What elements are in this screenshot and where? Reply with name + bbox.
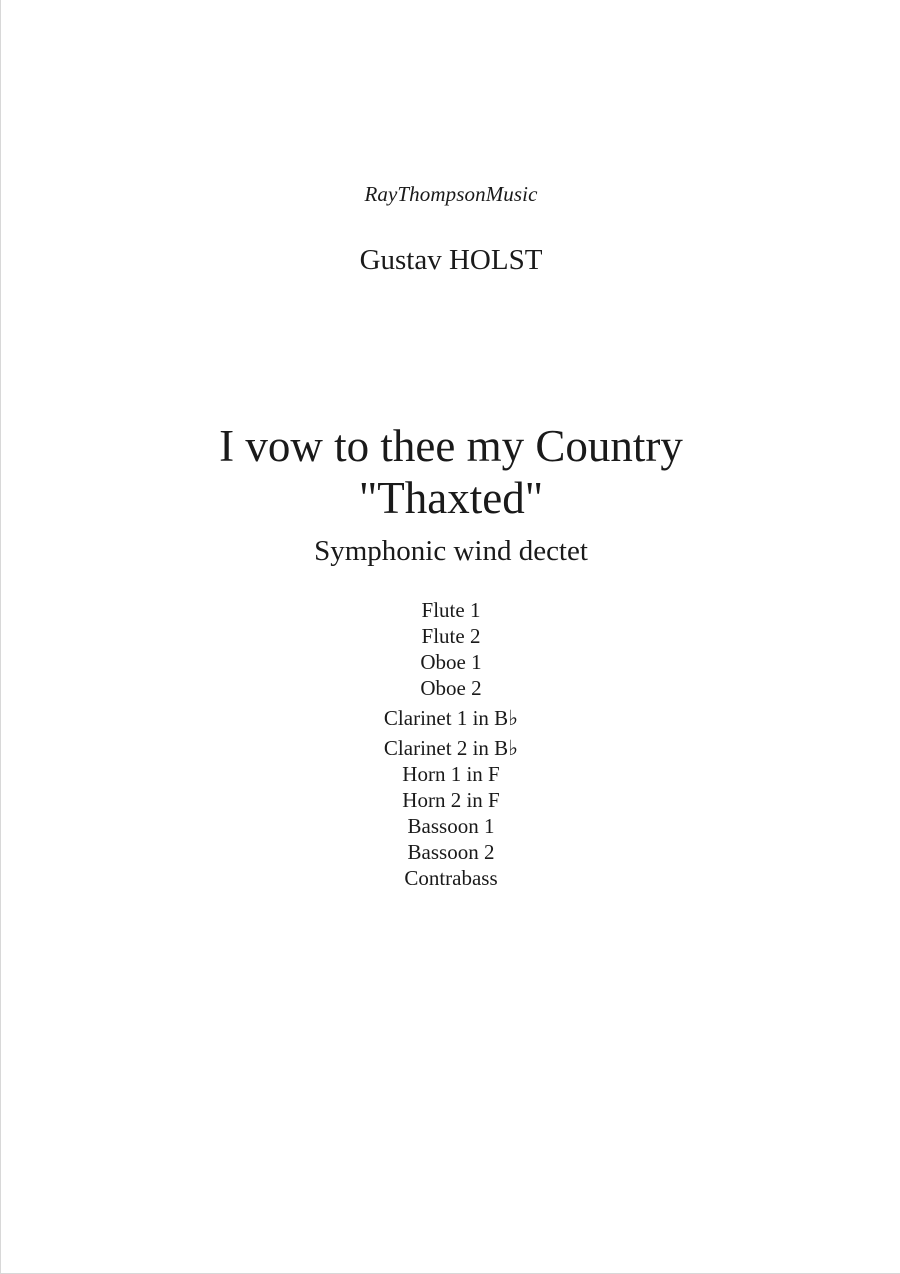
instrument-item: Clarinet 2 in B♭ — [383, 736, 519, 760]
instrument-item: Flute 1 — [421, 598, 481, 622]
instrument-item: Flute 2 — [421, 624, 481, 648]
instrument-item: Horn 1 in F — [402, 762, 500, 786]
instrument-item: Contrabass — [404, 866, 498, 890]
instrument-item: Bassoon 2 — [407, 840, 495, 864]
ensemble-subtitle: Symphonic wind dectet — [314, 535, 588, 567]
instrument-list — [1, 597, 900, 891]
instrument-item: Horn 2 in F — [402, 788, 500, 812]
piece-title — [1, 420, 900, 524]
composer-name: Gustav HOLST — [359, 244, 543, 276]
instrument-item: Clarinet 1 in B♭ — [383, 706, 519, 730]
instrument-item: Oboe 2 — [420, 676, 482, 700]
instrument-item: Bassoon 1 — [407, 814, 495, 838]
title-line-2: "Thaxted" — [358, 473, 544, 523]
title-line-1: I vow to thee my Country — [219, 421, 683, 471]
instrument-item: Oboe 1 — [420, 650, 482, 674]
publisher-name: RayThompsonMusic — [364, 182, 538, 206]
